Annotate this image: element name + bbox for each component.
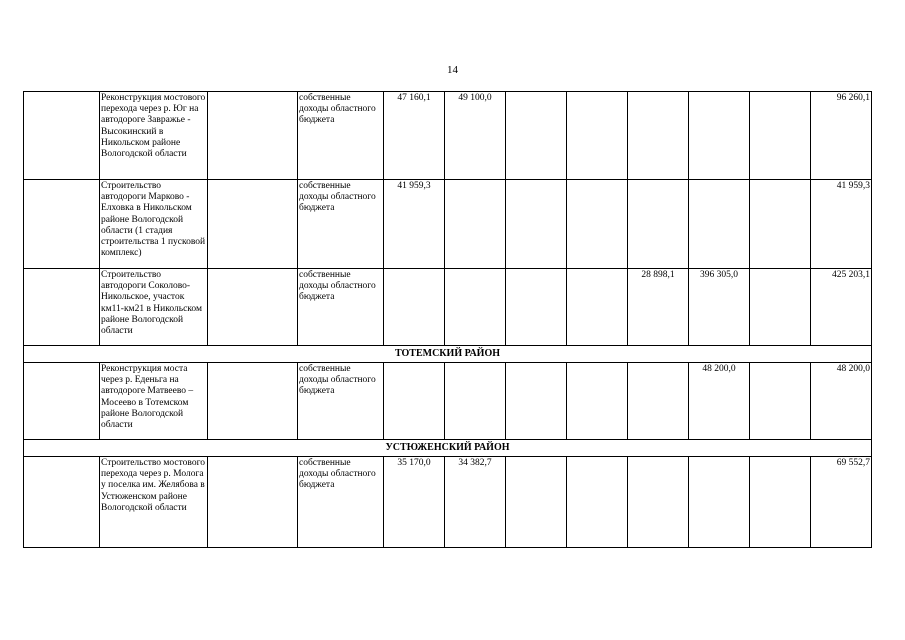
value-cell-3 [506,457,567,548]
funding-source-cell: собственные доходы областного бюджета [298,92,384,180]
total-cell: 96 260,1 [811,92,872,180]
total-cell: 41 959,3 [811,180,872,269]
page-number: 14 [447,64,458,76]
empty-cell [208,180,298,269]
value-cell-5 [628,457,689,548]
value-cell-5 [628,363,689,440]
value-cell-1: 41 959,3 [384,180,445,269]
funding-source-cell: собственные доходы областного бюджета [298,269,384,346]
value-cell-4 [567,180,628,269]
value-cell-2 [445,363,506,440]
district-row [24,440,872,457]
value-cell-2: 49 100,0 [445,92,506,180]
empty-cell [208,457,298,548]
value-cell-1: 35 170,0 [384,457,445,548]
value-cell-6 [689,92,750,180]
table-row [24,180,872,269]
total-cell: 425 203,1 [811,269,872,346]
value-cell-4 [567,363,628,440]
district-row [24,346,872,363]
value-cell-7 [750,269,811,346]
value-cell-3 [506,92,567,180]
empty-cell [208,269,298,346]
value-cell-3 [506,363,567,440]
object-name-cell: Реконструкция моста через р. Еденьга на автодороге Матвеево – Мосеево в Тотемском районе Вологодской области [100,363,208,440]
index-cell [24,269,100,346]
total-cell: 48 200,0 [811,363,872,440]
district-heading: УСТЮЖЕНСКИЙ РАЙОН [24,440,872,457]
funding-source-cell: собственные доходы областного бюджета [298,363,384,440]
value-cell-1 [384,363,445,440]
value-cell-4 [567,92,628,180]
budget-table [23,91,872,548]
value-cell-5: 28 898,1 [628,269,689,346]
value-cell-6: 48 200,0 [689,363,750,440]
index-cell [24,457,100,548]
value-cell-3 [506,180,567,269]
total-cell: 69 552,7 [811,457,872,548]
value-cell-5 [628,92,689,180]
value-cell-1: 47 160,1 [384,92,445,180]
object-name-cell: Строительство мостового перехода через р. Молога у поселка им. Желябова в Устюженском районе Вологодской области [100,457,208,548]
object-name-cell: Строительство автодороги Марково - Елховка в Никольском районе Вологодской области (1 стадия строительства 1 пусковой комплекс) [100,180,208,269]
object-name-cell: Строительство автодороги Соколово-Никольское, участок км11-км21 в Никольском районе Вологодской области [100,269,208,346]
value-cell-6 [689,457,750,548]
value-cell-4 [567,269,628,346]
empty-cell [208,92,298,180]
funding-source-cell: собственные доходы областного бюджета [298,180,384,269]
value-cell-2 [445,180,506,269]
value-cell-1 [384,269,445,346]
table-row [24,269,872,346]
value-cell-7 [750,180,811,269]
value-cell-2 [445,269,506,346]
value-cell-2: 34 382,7 [445,457,506,548]
empty-cell [208,363,298,440]
value-cell-6: 396 305,0 [689,269,750,346]
table-row [24,92,872,180]
funding-source-cell: собственные доходы областного бюджета [298,457,384,548]
table-row [24,457,872,548]
value-cell-6 [689,180,750,269]
value-cell-7 [750,363,811,440]
index-cell [24,363,100,440]
value-cell-7 [750,92,811,180]
district-heading: ТОТЕМСКИЙ РАЙОН [24,346,872,363]
value-cell-4 [567,457,628,548]
object-name-cell: Реконструкция мостового перехода через р. Юг на автодороге Завражье - Высокинский в Никольском районе Вологодской области [100,92,208,180]
value-cell-7 [750,457,811,548]
value-cell-5 [628,180,689,269]
value-cell-3 [506,269,567,346]
table-row [24,363,872,440]
index-cell [24,92,100,180]
index-cell [24,180,100,269]
